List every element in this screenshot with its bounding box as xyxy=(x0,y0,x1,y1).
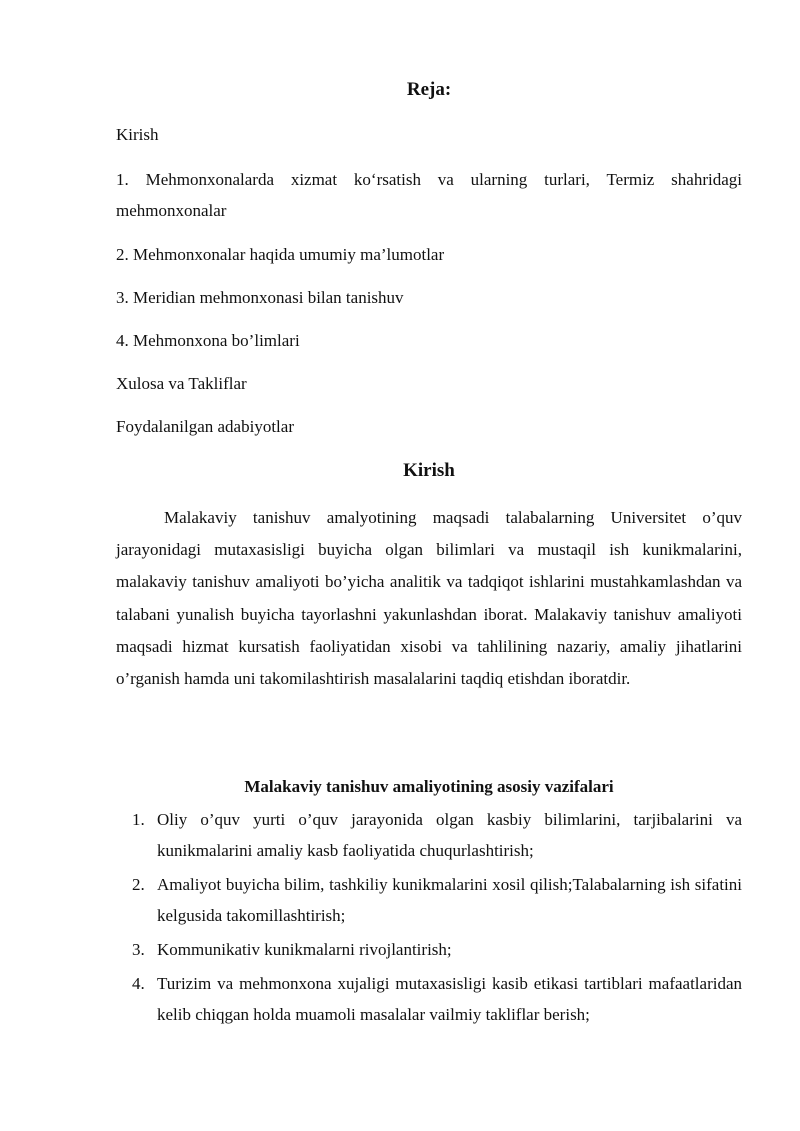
plan-title: Reja: xyxy=(406,79,452,100)
intro-paragraph: Malakaviy tanishuv amalyotining maqsadi talabalarning Universitet o’quv jarayonidagi mutaxasisligi buyicha olgan bilimlari va mustaqil ish kunikmalarini, malakaviy tanishuv amaliyoti bo’yicha analitik va tadqiqot ishlarini mustahkamlashdan va talabani yunalish buyicha tayorlashni yakunlashdan iborat. Malakaviy tanishuv amaliyoti maqsadi hizmat kursatish faoliyatidan xisobi va tahlilining nazariy, amaliy jihatlarini o’rganish hamda uni takomilashtirish masalalarini taqdiq etishdan iboratdir. xyxy=(116,508,742,689)
list-item xyxy=(116,934,742,965)
plan-item-2: 2. Mehmonxonalar haqida umumiy ma’lumotlar xyxy=(116,245,445,264)
intro-title: Kirish xyxy=(403,460,455,481)
list-item-text: Amaliyot buyicha bilim, tashkiliy kunikmalarini xosil qilish;Talabalarning ish sifatini kelgusida takomillashtirish; xyxy=(157,875,742,925)
list-item xyxy=(116,804,742,866)
list-item-text: Turizim va mehmonxona xujaligi mutaxasisligi kasib etikasi tartiblari mafaatlaridan kelib chiqgan holda muamoli masalalar vailmiy takliflar berish; xyxy=(157,974,742,1024)
plan-item-1: 1. Mehmonxonalarda xizmat ko‘rsatish va ularning turlari, Termiz shahridagi mehmonxonalar xyxy=(116,170,742,220)
tasks-list xyxy=(116,804,742,1033)
list-item-text: Kommunikativ kunikmalarni rivojlantirish; xyxy=(157,940,452,959)
plan-item-3: 3. Meridian mehmonxonasi bilan tanishuv xyxy=(116,288,404,307)
document-page xyxy=(116,0,742,1131)
plan-item-conclusion: Xulosa va Takliflar xyxy=(116,374,247,393)
plan-item-4: 4. Mehmonxona bo’limlari xyxy=(116,331,300,350)
list-item-number: 4. xyxy=(132,974,145,993)
plan-item-references: Foydalanilgan adabiyotlar xyxy=(116,417,294,436)
plan-item-intro: Kirish xyxy=(116,125,159,144)
tasks-title: Malakaviy tanishuv amaliyotining asosiy vazifalari xyxy=(244,777,614,796)
list-item-text: Oliy o’quv yurti o’quv jarayonida olgan kasbiy bilimlarini, tarjibalarini va kunikmalarini amaliy kasb faoliyatida chuqurlashtirish; xyxy=(157,810,742,860)
list-item-number: 3. xyxy=(132,940,145,959)
list-item xyxy=(116,968,742,1030)
list-item-number: 1. xyxy=(132,810,145,829)
list-item xyxy=(116,869,742,931)
list-item-number: 2. xyxy=(132,875,145,894)
